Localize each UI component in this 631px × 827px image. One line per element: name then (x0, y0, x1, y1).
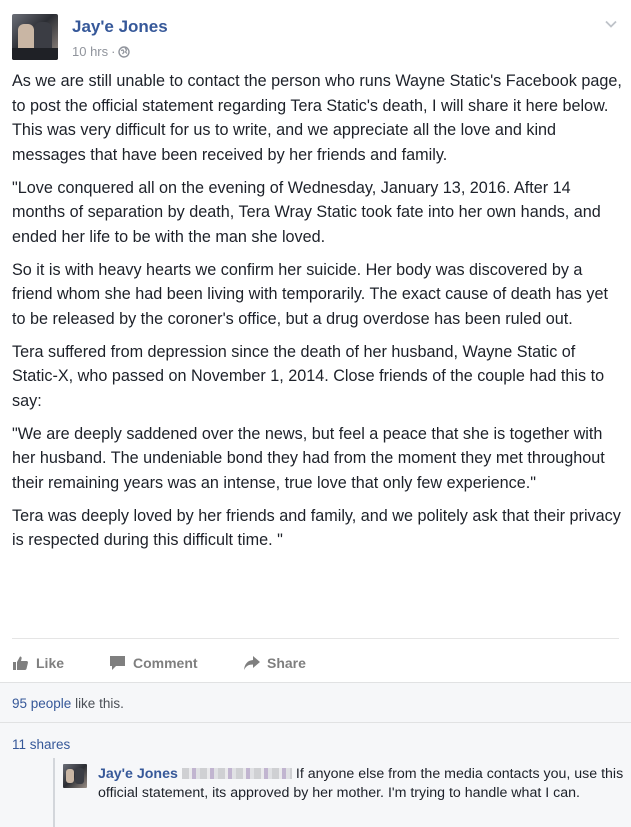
globe-icon[interactable] (118, 46, 130, 61)
shares-link[interactable]: 11 shares (12, 737, 71, 752)
comment-text-block (98, 765, 628, 803)
author-avatar[interactable] (12, 14, 58, 60)
post-paragraph: Tera was deeply loved by her friends and family, and we politely ask that their privacy is respected during this difficult time. " (12, 506, 621, 549)
post-paragraph: "We are deeply saddened over the news, but feel a peace that she is together with her husband. The undeniable bond they had from the moment they met throughout their remaining years was an intense, true love that only few experience." (12, 424, 605, 492)
share-label: Share (267, 655, 306, 671)
post-header (12, 14, 619, 64)
post-actions (12, 638, 619, 683)
likes-suffix: like this. (71, 696, 124, 711)
comment-label: Comment (133, 655, 198, 671)
redacted-tag (182, 768, 292, 779)
share-arrow-icon (243, 655, 261, 671)
post-body (12, 69, 624, 561)
comment-item (53, 758, 631, 827)
like-label: Like (36, 655, 65, 671)
post-paragraph: As we are still unable to contact the person who runs Wayne Static's Facebook page, to post the official statement regarding Tera Static's death, I will share it here below. This was very difficult for us to write, and we appreciate all the love and kind messages that have been received by her friends and family. (12, 72, 622, 164)
post-meta (72, 44, 130, 61)
likes-count-link[interactable]: 95 people (12, 696, 72, 711)
author-name[interactable]: Jay'e Jones (72, 17, 168, 36)
likes-summary (12, 696, 124, 711)
comment-avatar[interactable] (63, 764, 87, 788)
chevron-down-icon[interactable] (603, 16, 619, 32)
post-paragraph: So it is with heavy hearts we confirm her suicide. Her body was discovered by a friend whom she had been living with temporarily. The exact cause of death has yet to be released by the coroner's office, but a drug overdose has been ruled out. (12, 260, 608, 328)
post-timestamp[interactable]: 10 hrs (72, 44, 109, 59)
feedback-section (0, 682, 631, 827)
divider (0, 722, 631, 723)
like-thumb-icon (12, 655, 29, 671)
post-paragraph: Tera suffered from depression since the death of her husband, Wayne Static of Static-X, who passed on November 1, 2014. Close friends of the couple had this to say: (12, 342, 605, 410)
post-paragraph: "Love conquered all on the evening of Wednesday, January 13, 2016. After 14 months of separation by death, Tera Wray Static took fate into her own hands, and ended her life to be with the man she loved. (12, 178, 601, 246)
comment-text: If anyone else from the media contacts you, use this official statement, its approved by her mother. I'm trying to handle what I can. (98, 766, 624, 801)
comment-bubble-icon (109, 655, 126, 671)
comment-author[interactable]: Jay'e Jones (98, 766, 178, 782)
meta-separator: · (111, 44, 116, 59)
